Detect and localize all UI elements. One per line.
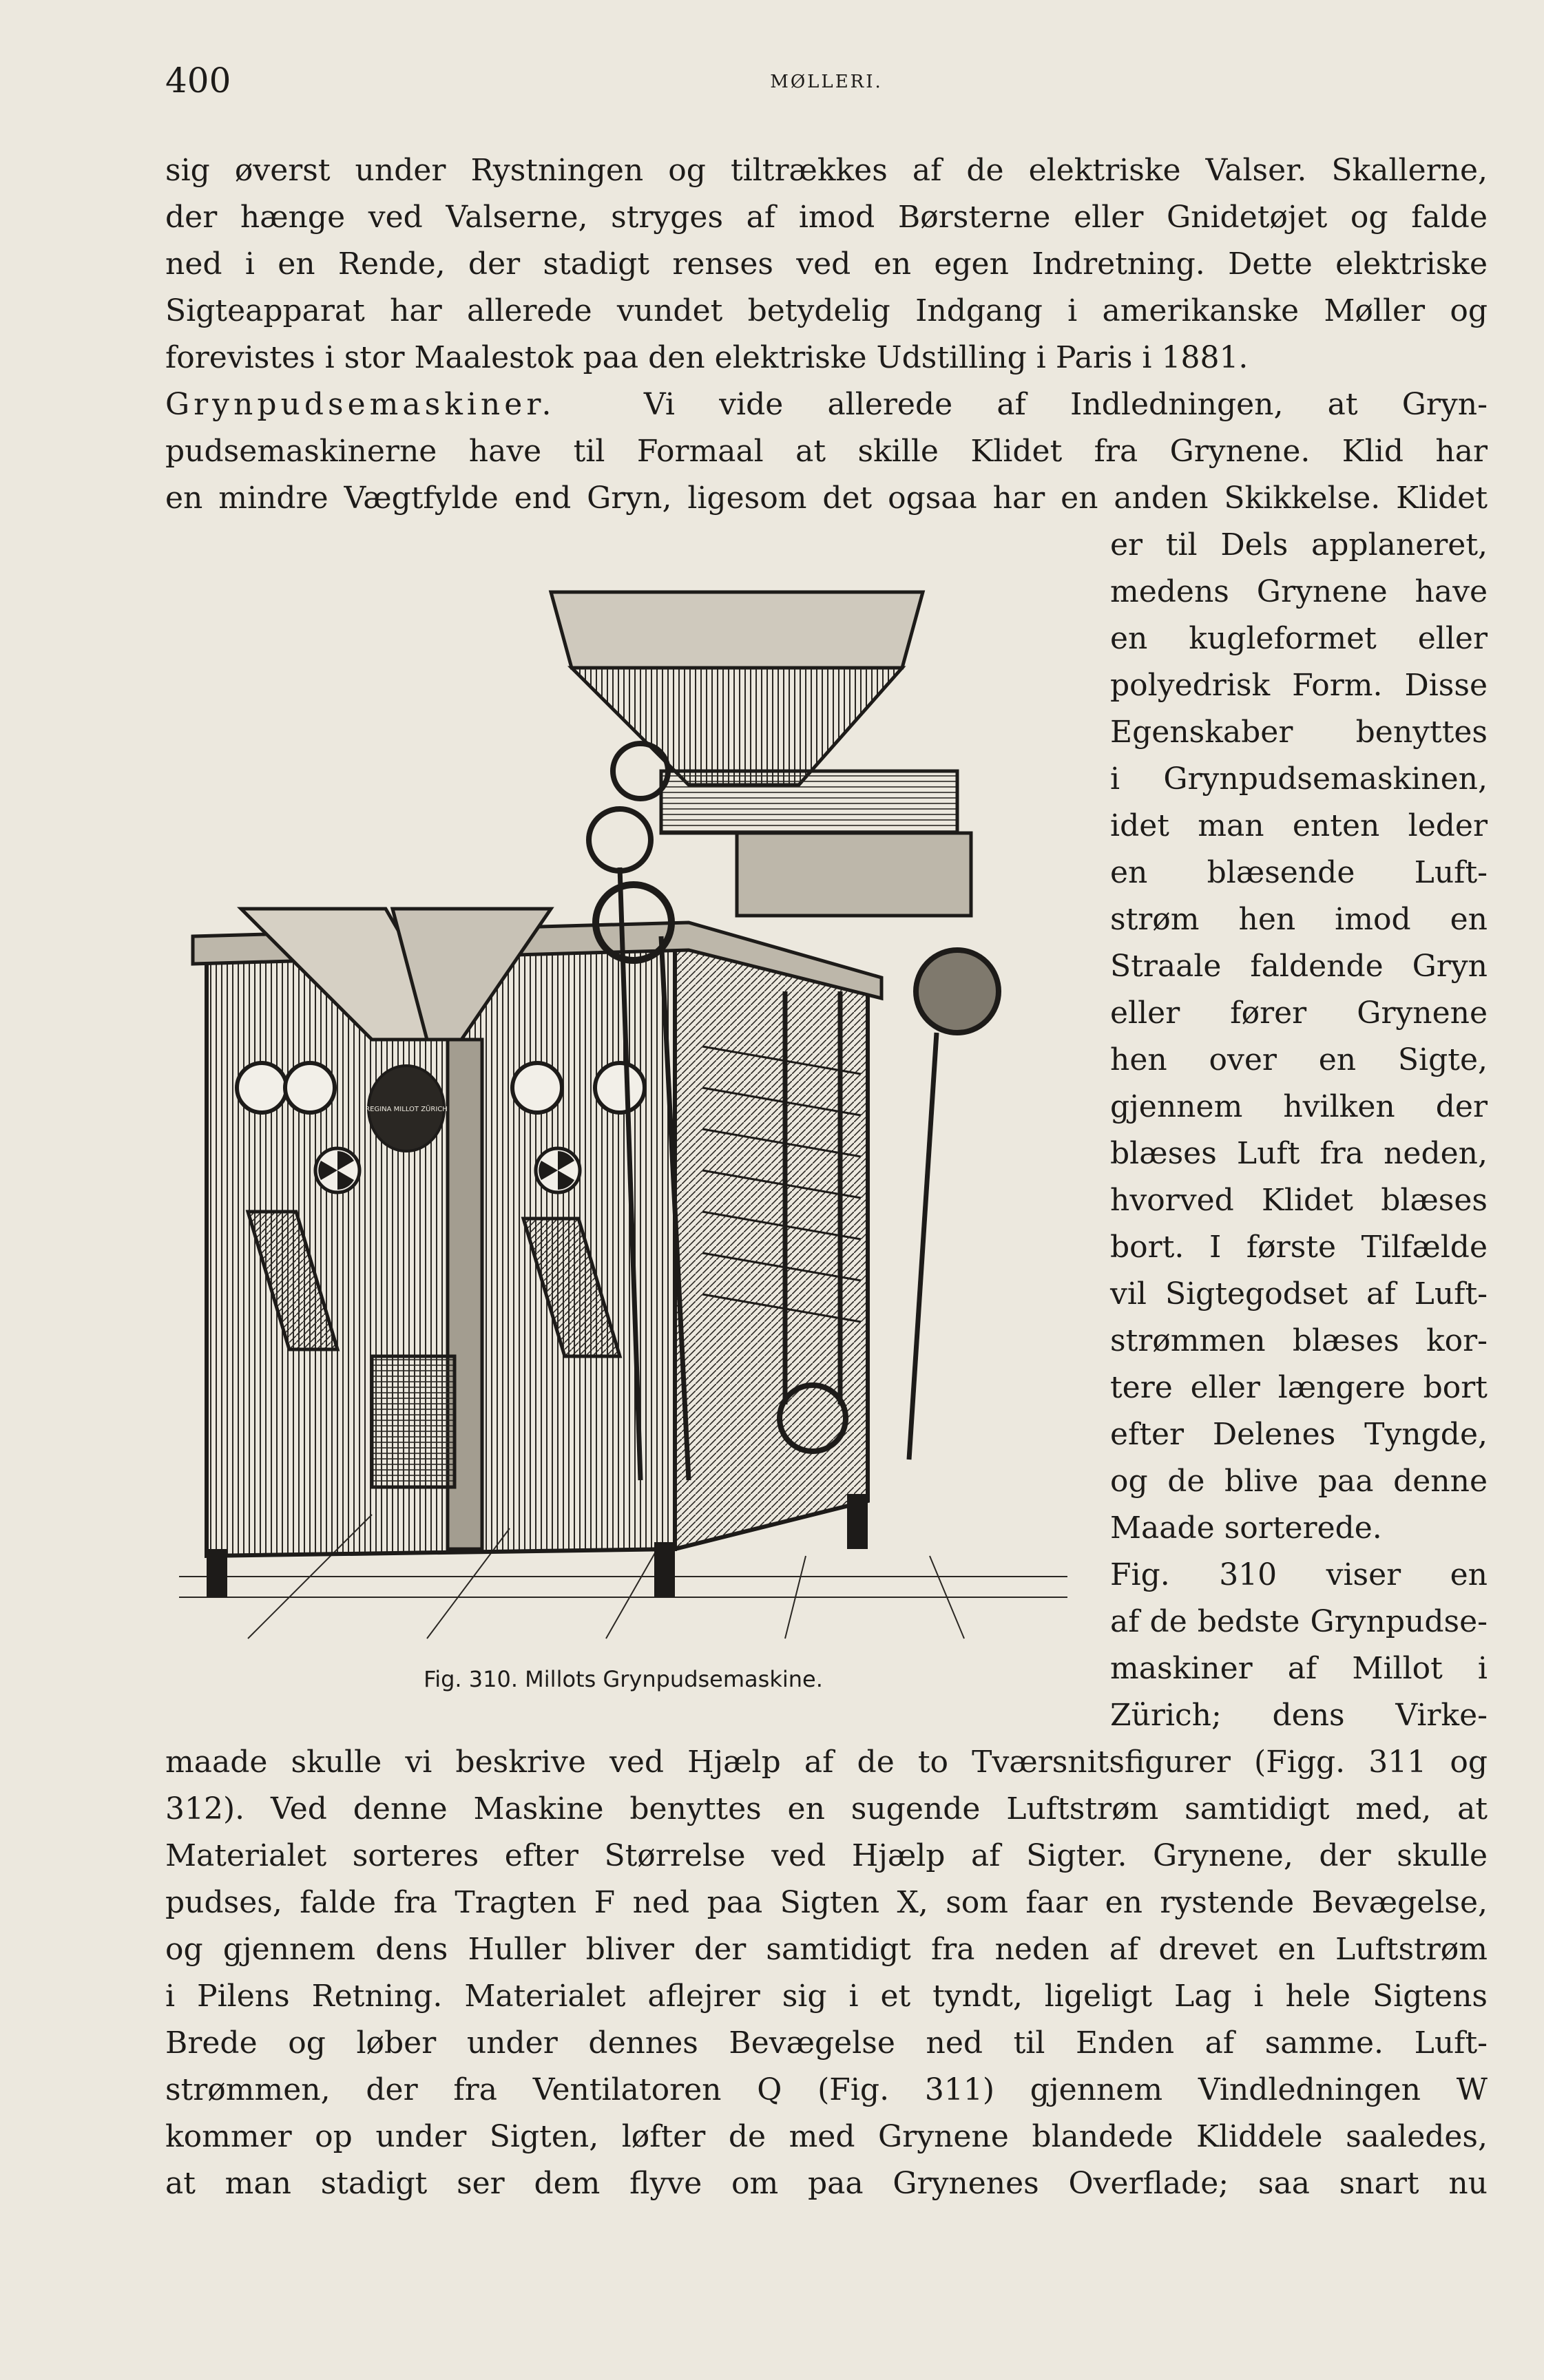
side-line: tere eller længere bort: [1110, 1370, 1488, 1405]
page-header: [165, 61, 1488, 109]
lower-door: [372, 1356, 455, 1487]
side-line: strøm hen imod en: [1110, 902, 1488, 937]
running-head: MØLLERI.: [770, 72, 883, 92]
side-line: af de bedste Grynpudse-: [1110, 1604, 1488, 1639]
side-line: og de blive paa denne: [1110, 1464, 1488, 1499]
side-line: Egenskaber benyttes: [1110, 715, 1488, 750]
side-line: medens Grynene have: [1110, 574, 1488, 609]
body-line: ned i en Rende, der stadigt renses ved en egen Indretning. Dette elektriske: [165, 246, 1488, 282]
side-line: maskiner af Millot i: [1110, 1651, 1488, 1686]
feed-hopper-funnel: [572, 668, 902, 785]
side-line: i Grynpudsemaskinen,: [1110, 761, 1488, 797]
body-line: maade skulle vi beskrive ved Hjælp af de to Tværsnitsfigurer (Figg. 311 og: [165, 1745, 1488, 1780]
side-line: blæses Luft fra neden,: [1110, 1136, 1488, 1171]
page-number: 400: [165, 61, 231, 101]
body-line: [165, 381, 1488, 428]
window-icon: [512, 1063, 562, 1113]
body-line: forevistes i stor Maalestok paa den elektriske Udstilling i Paris i 1881.: [165, 340, 1249, 375]
body-line: i Pilens Retning. Materialet aflejrer sig i et tyndt, ligeligt Lag i hele Sigtens: [165, 1979, 1488, 2014]
side-line: eller fører Grynene: [1110, 996, 1488, 1031]
body-line: pudses, falde fra Tragten F ned paa Sigten X, som faar en rystende Bevægelse,: [165, 1885, 1488, 1920]
body-line: en mindre Vægtfylde end Gryn, ligesom det ogsaa har en anden Skikkelse. Klidet: [165, 481, 1488, 516]
body-line: 312). Ved denne Maskine benyttes en sugende Luftstrøm samtidigt med, at: [165, 1791, 1488, 1826]
figure-caption: Fig. 310. Millots Grynpudsemaskine.: [424, 1666, 823, 1692]
pulley-icon: [589, 809, 651, 871]
side-line: hvorved Klidet blæses: [1110, 1183, 1488, 1218]
window-icon: [595, 1063, 645, 1113]
side-line: Zürich; dens Virke-: [1110, 1698, 1488, 1733]
body-line: Sigteapparat har allerede vundet betydelig Indgang i amerikanske Møller og: [165, 293, 1488, 328]
makers-plate-text: REGINA MILLOT ZÜRICH: [365, 1106, 448, 1113]
window-icon: [285, 1063, 335, 1113]
side-line: en kugleformet eller: [1110, 621, 1488, 656]
side-line: strømmen blæses kor-: [1110, 1323, 1488, 1358]
side-line: Fig. 310 viser en: [1110, 1557, 1488, 1592]
drive-wheel-icon: [916, 950, 999, 1033]
side-line: hen over en Sigte,: [1110, 1042, 1488, 1077]
cabinet-leg: [207, 1549, 227, 1597]
side-line: polyedrisk Form. Disse: [1110, 668, 1488, 703]
paragraph-heading: Grynpudsemaskiner.: [165, 387, 556, 422]
side-line: en blæsende Luft-: [1110, 855, 1488, 890]
side-line: er til Dels applaneret,: [1110, 527, 1488, 562]
body-line: der hænge ved Valserne, stryges af imod Børsterne eller Gnidetøjet og falde: [165, 200, 1488, 235]
body-line: sig øverst under Rystningen og tiltrækkes af de elektriske Valser. Skallerne,: [165, 153, 1488, 188]
feed-box: [737, 833, 971, 916]
figure-310: [165, 565, 1081, 1692]
body-line: at man stadigt ser dem flyve om paa Grynenes Overflade; saa snart nu: [165, 2166, 1488, 2201]
cabinet-leg: [847, 1494, 868, 1549]
body-line: Materialet sorteres efter Størrelse ved Hjælp af Sigter. Grynene, der skulle: [165, 1838, 1488, 1873]
cabinet-leg: [654, 1542, 675, 1597]
feed-hopper: [551, 592, 923, 668]
body-line: og gjennem dens Huller bliver der samtidigt fra neden af drevet en Luftstrøm: [165, 1932, 1488, 1967]
body-line: Brede og løber under dennes Bevægelse ned til Enden af samme. Luft-: [165, 2025, 1488, 2061]
side-line: bort. I første Tilfælde: [1110, 1230, 1488, 1265]
machine-engraving: [165, 565, 1081, 1652]
side-line: gjennem hvilken der: [1110, 1089, 1488, 1124]
side-line: Straale faldende Gryn: [1110, 949, 1488, 984]
roller-housing: [661, 771, 957, 833]
side-line: Maade sorterede.: [1110, 1510, 1382, 1546]
side-line: efter Delenes Tyngde,: [1110, 1417, 1488, 1452]
body-line: pudsemaskinerne have til Formaal at skille Klidet fra Grynene. Klid har: [165, 434, 1488, 469]
window-icon: [237, 1063, 286, 1113]
side-line: vil Sigtegodset af Luft-: [1110, 1276, 1488, 1312]
body-line-text: Vi vide allerede af Indledningen, at Gryn-: [643, 387, 1488, 422]
body-line: kommer op under Sigten, løfter de med Grynene blandede Kliddele saaledes,: [165, 2119, 1488, 2154]
side-line: idet man enten leder: [1110, 808, 1488, 843]
body-line: strømmen, der fra Ventilatoren Q (Fig. 311) gjennem Vindledningen W: [165, 2072, 1488, 2107]
makers-plate: [365, 1066, 448, 1151]
